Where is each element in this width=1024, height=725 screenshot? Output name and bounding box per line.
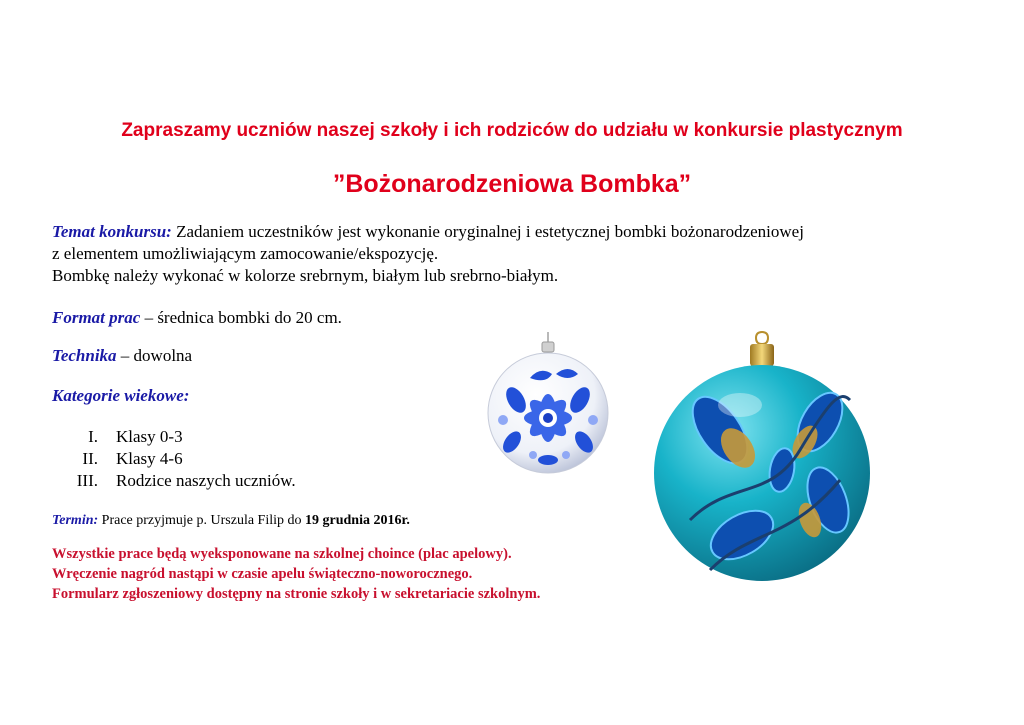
topic-label: Temat konkursu: [52,222,172,241]
category-text: Klasy 0-3 [116,427,183,446]
note-line: Formularz zgłoszeniowy dostępny na stronie szkoły i w sekretariacie szkolnym. [52,586,541,602]
topic-section [52,221,804,287]
category-text: Rodzice naszych uczniów. [116,471,296,490]
topic-line-2: z elementem umożliwiającym zamocowanie/ekspozycję. [52,244,439,263]
format-section [52,307,342,329]
category-text: Klasy 4-6 [116,449,183,468]
white-blue-bauble-image [478,330,618,475]
turquoise-bauble-image [650,330,875,590]
deadline-section [52,510,410,532]
invitation-line: Zapraszamy uczniów naszej szkoły i ich rodziców do udziału w konkursie plastycznym [121,120,903,141]
format-label: Format prac [52,308,141,327]
category-item [52,426,183,448]
category-item [52,448,183,470]
category-item [52,470,296,492]
contest-title: ”Bożonarodzeniowa Bombka” [332,170,692,198]
technique-label: Technika [52,346,117,365]
category-number: III. [76,471,98,490]
categories-heading [52,385,189,407]
format-text: – średnica bombki do 20 cm. [140,308,342,327]
categories-label: Kategorie wiekowe: [52,386,190,405]
category-number: I. [88,427,98,446]
topic-line-1: Zadaniem uczestników jest wykonanie oryginalnej i estetycznej bombki bożonarodzeniowej [171,222,804,241]
category-number: II. [82,449,98,468]
technique-section [52,345,192,367]
technique-text: – dowolna [116,346,193,365]
deadline-label: Termin: [52,513,99,528]
deadline-text: Prace przyjmuje p. Urszula Filip do [98,513,305,528]
note-line: Wszystkie prace będą wyeksponowane na szkolnej choince (plac apelowy). [52,546,512,562]
topic-line-3: Bombkę należy wykonać w kolorze srebrnym, białym lub srebrno-białym. [52,266,559,285]
note-line: Wręczenie nagród nastąpi w czasie apelu świąteczno-noworocznego. [52,566,473,582]
deadline-date: 19 grudnia 2016r. [305,513,410,528]
